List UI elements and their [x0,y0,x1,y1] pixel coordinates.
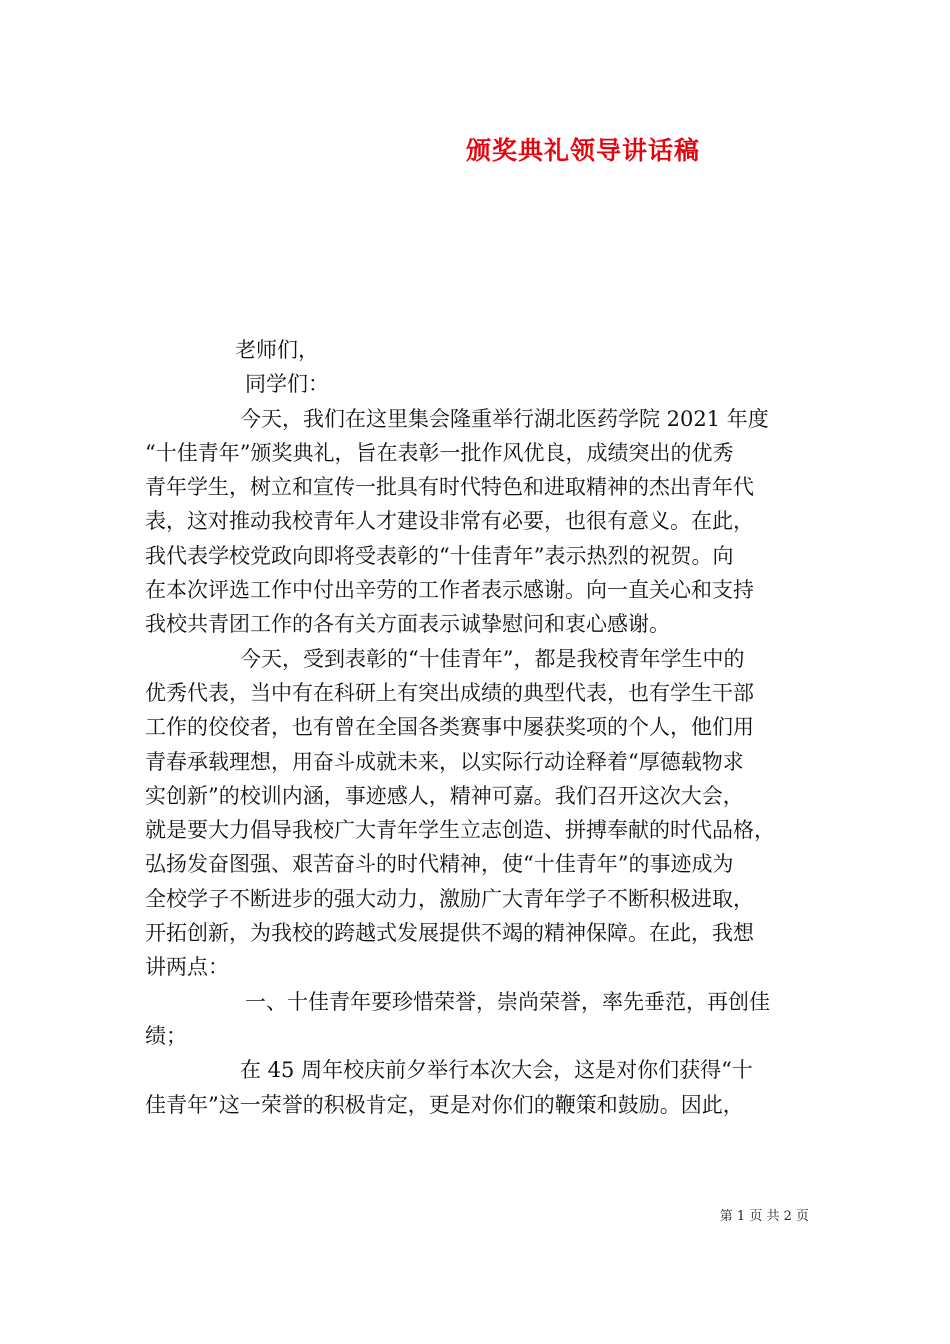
heading-line: 一、十佳青年要珍惜荣誉，崇尚荣誉，率先垂范，再创佳 [245,989,770,1014]
text-line: 讲两点： [145,955,229,980]
text-line: 工作的佼佼者，也有曾在全国各类赛事中屡获奖项的个人，他们用 [145,715,754,740]
text-line: 表，这对推动我校青年人才建设非常有必要，也很有意义。在此， [145,509,754,534]
page-number: 第 1 页 共 2 页 [719,1209,809,1224]
text-line: 青春承载理想，用奋斗成就未来，以实际行动诠释着“厚德载物求 [145,749,744,774]
text-line: 今天，受到表彰的“十佳青年”，都是我校青年学生中的 [240,646,745,671]
document-body [145,333,835,1122]
text-line: 青年学生，树立和宣传一批具有时代特色和进取精神的杰出青年代 [145,475,754,500]
text-line: 在 45 周年校庆前夕举行本次大会，这是对你们获得“十 [240,1058,753,1083]
text-line: 优秀代表，当中有在科研上有突出成绩的典型代表，也有学生干部 [145,680,754,705]
paragraph-anniversary [145,1053,835,1122]
section-heading-1 [145,985,835,1054]
paragraph-awardees [145,642,835,985]
paragraph-opening [145,402,835,642]
text-line: 我校共青团工作的各有关方面表示诚挚慰问和衷心感谢。 [145,612,670,637]
text-line: 就是要大力倡导我校广大青年学生立志创造、拼搏奉献的时代品格， [145,818,775,843]
text-line: 我代表学校党政向即将受表彰的“十佳青年”表示热烈的祝贺。向 [145,543,734,568]
heading-line: 绩； [145,1023,187,1048]
salutation-students: 同学们： [245,372,329,397]
text-line: “十佳青年”颁奖典礼，旨在表彰一批作风优良，成绩突出的优秀 [145,440,734,465]
text-line: 在本次评选工作中付出辛劳的工作者表示感谢。向一直关心和支持 [145,578,754,603]
text-line: 佳青年”这一荣誉的积极肯定，更是对你们的鞭策和鼓励。因此， [145,1092,744,1117]
text-line: 实创新”的校训内涵，事迹感人，精神可嘉。我们召开这次大会， [145,783,744,808]
text-line: 全校学子不断进步的强大动力，激励广大青年学子不断积极进取， [145,886,754,911]
document-title: 颁奖典礼领导讲话稿 [465,136,700,165]
text-line: 开拓创新，为我校的跨越式发展提供不竭的精神保障。在此，我想 [145,921,754,946]
text-line: 弘扬发奋图强、艰苦奋斗的时代精神，使“十佳青年”的事迹成为 [145,852,734,877]
salutation-teachers: 老师们， [235,338,319,362]
text-line: 今天，我们在这里集会隆重举行湖北医药学院 2021 年度 [240,406,769,431]
